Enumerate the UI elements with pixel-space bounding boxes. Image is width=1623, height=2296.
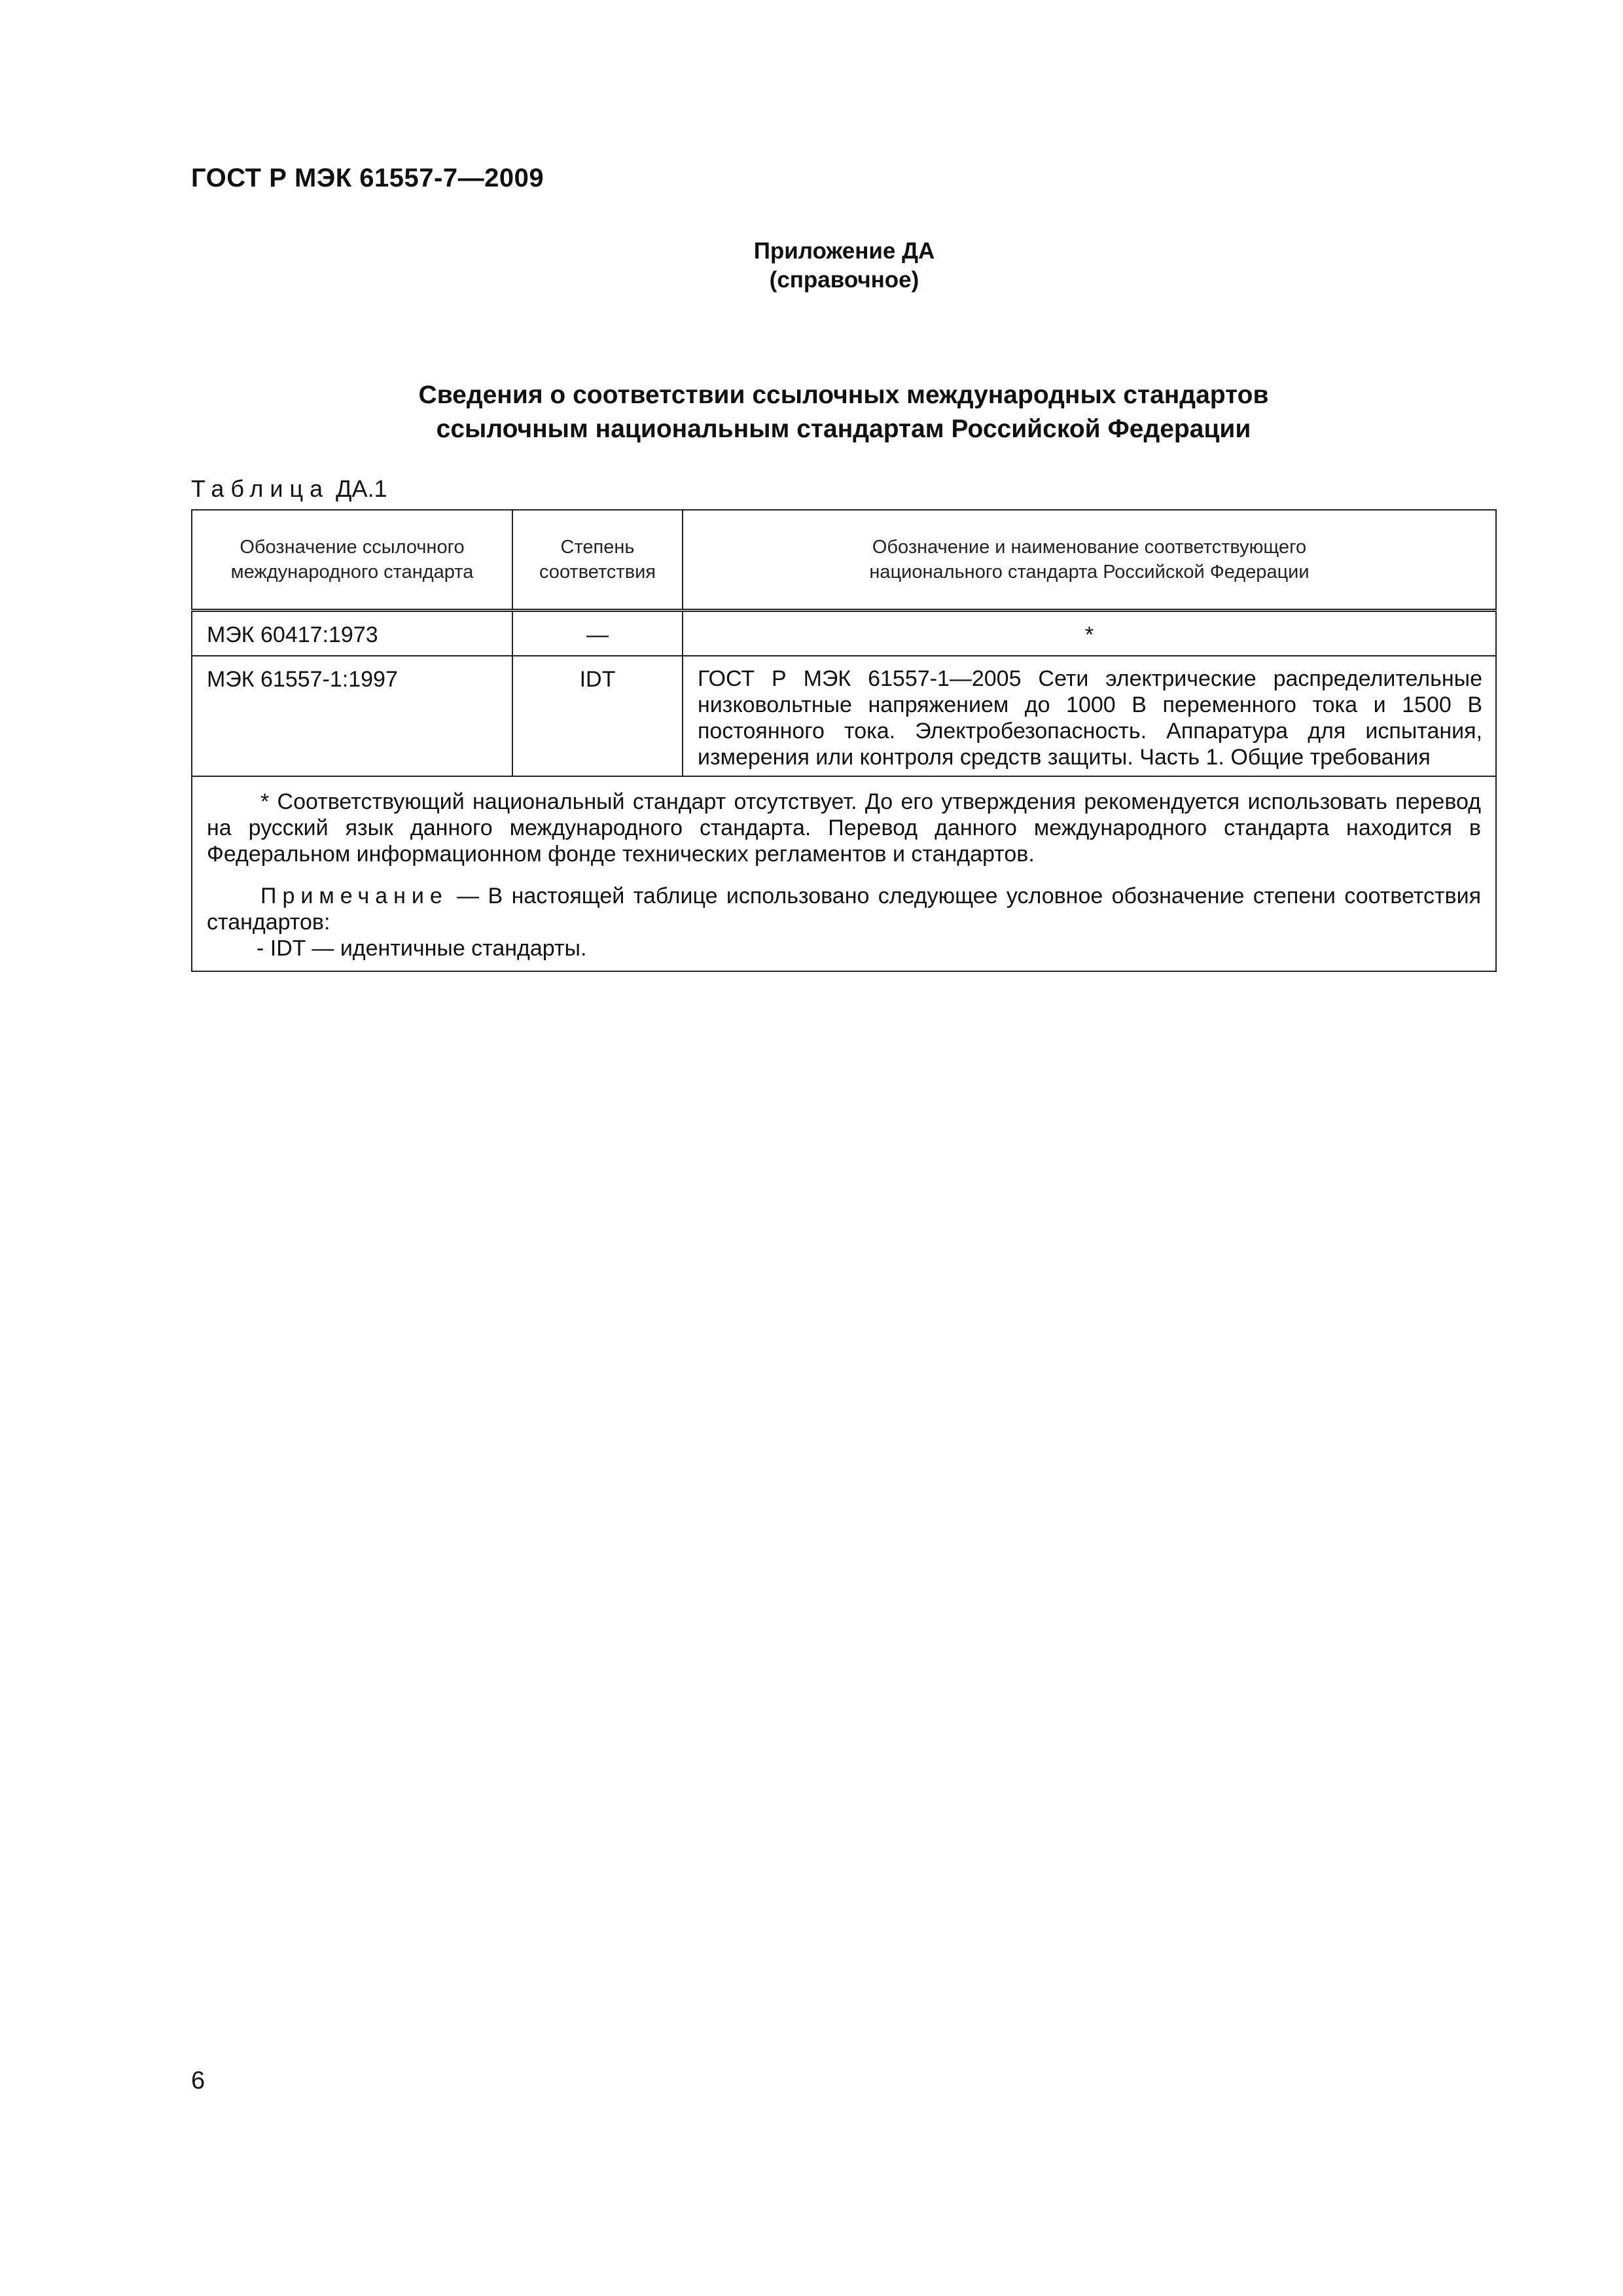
- header-degree: [512, 510, 683, 611]
- annex-title-line-2: ссылочным национальным стандартам Российской Федерации: [436, 415, 1251, 443]
- header-national-standard-text: Обозначение и наименование соответствующего национального стандарта Российской Федерации: [869, 537, 1310, 583]
- annex-heading: [628, 237, 1060, 295]
- note-label: Примечание: [260, 884, 448, 908]
- annex-label: Приложение ДА: [753, 238, 935, 264]
- cell-reference: [192, 656, 512, 776]
- note-list-item: - IDT — идентичные стандарты.: [257, 936, 587, 961]
- table-header-row: [192, 510, 1496, 611]
- annex-title: [191, 378, 1496, 446]
- header-reference-standard-text: Обозначение ссылочного международного стандарта: [230, 537, 474, 583]
- annex-title-line-1: Сведения о соответствии ссылочных международных стандартов: [418, 381, 1269, 409]
- document-header: ГОСТ Р МЭК 61557-7—2009: [191, 164, 544, 192]
- cell-national-text: *: [1084, 622, 1094, 647]
- table-note: [207, 883, 1481, 935]
- table-notes: [192, 777, 1495, 971]
- table-row: [192, 611, 1496, 656]
- page-number: 6: [191, 2067, 205, 2094]
- table-caption-prefix: Таблица: [191, 475, 330, 502]
- cell-reference-text: МЭК 61557-1:1997: [207, 667, 398, 692]
- table-row: [192, 656, 1496, 776]
- cell-degree: [512, 611, 683, 656]
- cell-degree-text: IDT: [579, 667, 616, 692]
- cell-reference: [192, 611, 512, 656]
- annex-type: (справочное): [769, 267, 919, 293]
- cell-national: [683, 656, 1496, 776]
- cell-degree: [512, 656, 683, 776]
- table-notes-cell: [192, 776, 1496, 971]
- table-notes-row: [192, 776, 1496, 971]
- cell-national: [683, 611, 1496, 656]
- table-footnote: * Соответствующий национальный стандарт отсутствует. До его утверждения рекомендуется использовать перевод на русский язык данного международного стандарта. Перевод данного международного стандарта находится в Федеральном информационном фонде технических регламентов и стандартов.: [207, 789, 1481, 867]
- table-caption: [191, 475, 387, 503]
- cell-national-text: ГОСТ Р МЭК 61557-1—2005 Сети электрические распределительные низковольтные напряжением до 1000 В переменного тока и 1500 В постоянного тока. Электробезопасность. Аппаратура для испытания, измерения или контроля средств защиты. Часть 1. Общие требования: [698, 666, 1482, 770]
- header-reference-standard: [192, 510, 512, 611]
- table-caption-number: ДА.1: [336, 475, 387, 502]
- cell-reference-text: МЭК 60417:1973: [207, 622, 378, 647]
- header-degree-text: Степень соответствия: [539, 537, 656, 583]
- header-national-standard: [683, 510, 1496, 611]
- correspondence-table: [191, 509, 1497, 972]
- note-text: — В настоящей таблице использовано следующее условное обозначение степени соответствия стандартов:: [207, 884, 1481, 935]
- cell-degree-text: —: [586, 622, 609, 647]
